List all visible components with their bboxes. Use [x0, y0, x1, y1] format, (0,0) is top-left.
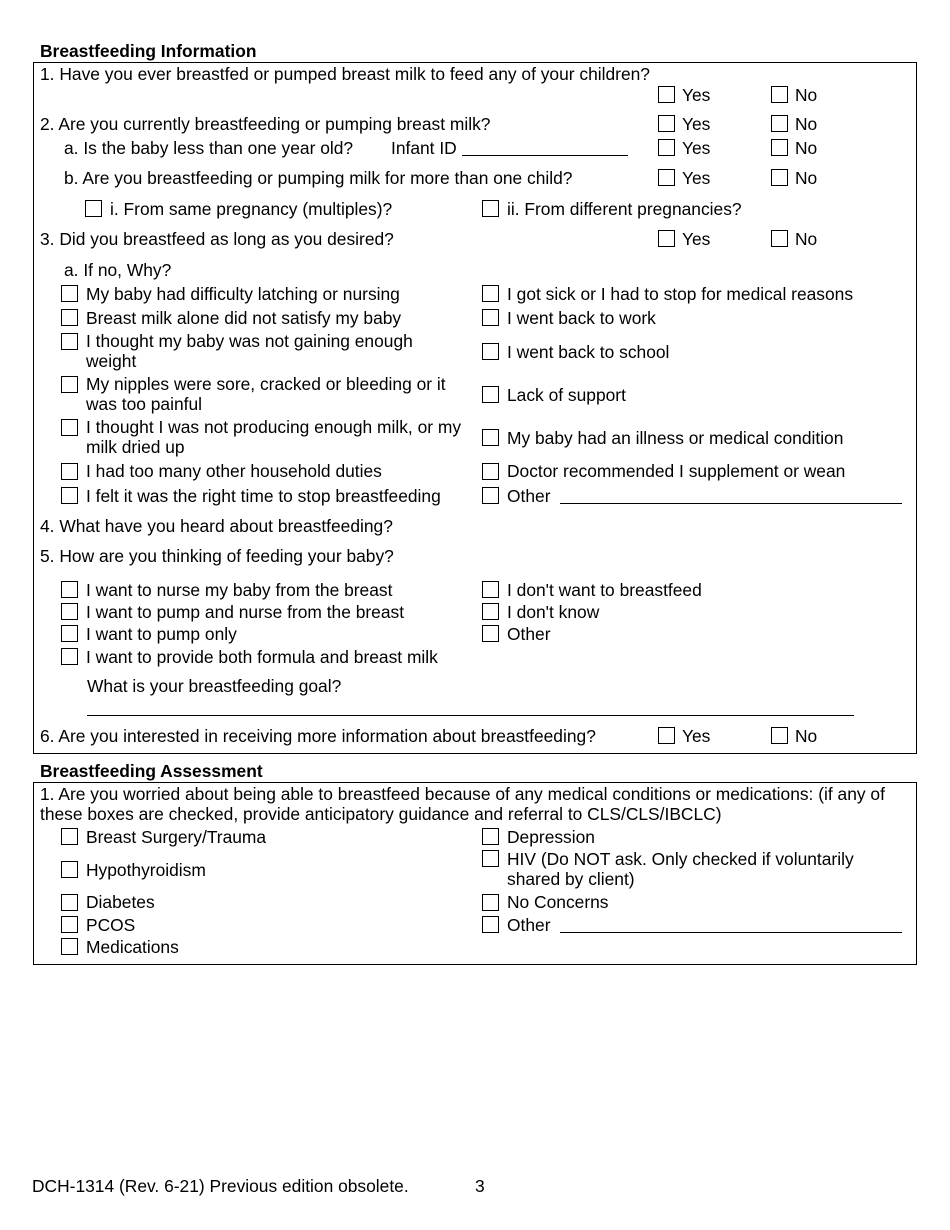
reason-not-gaining-label: I thought my baby was not gaining enough weight [86, 331, 413, 372]
page-number: 3 [475, 1176, 485, 1196]
reason-not-satisfy-label: Breast milk alone did not satisfy my baby [86, 308, 402, 328]
reason-back-to-school-checkbox[interactable] [482, 343, 499, 360]
reason-got-sick-label: I got sick or I had to stop for medical reasons [507, 284, 854, 304]
feed-nurse-breast-checkbox[interactable] [61, 581, 78, 598]
question-2-text: 2. Are you currently breastfeeding or pumping breast milk? [40, 114, 491, 134]
condition-medications-label: Medications [86, 937, 179, 957]
question-1-text: 1. Have you ever breastfed or pumped breast milk to feed any of your children? [40, 64, 650, 84]
condition-hypothyroidism-checkbox[interactable] [61, 861, 78, 878]
feed-dont-want-checkbox[interactable] [482, 581, 499, 598]
reason-household-duties-label: I had too many other household duties [86, 461, 382, 481]
question-5-text: 5. How are you thinking of feeding your baby? [40, 546, 394, 566]
feed-dont-want-label: I don't want to breastfeed [507, 580, 702, 600]
q3-yes-checkbox[interactable] [658, 230, 675, 247]
reason-lack-support-label: Lack of support [507, 385, 626, 405]
condition-breast-surgery-label: Breast Surgery/Trauma [86, 827, 267, 847]
same-pregnancy-label: i. From same pregnancy (multiples)? [110, 199, 393, 219]
section-title-breastfeeding-information: Breastfeeding Information [40, 41, 257, 61]
q3-no-label: No [795, 229, 818, 249]
q1-yes-checkbox[interactable] [658, 86, 675, 103]
reason-back-to-work-label: I went back to work [507, 308, 656, 328]
question-3a-text: a. If no, Why? [64, 260, 172, 280]
condition-diabetes-checkbox[interactable] [61, 894, 78, 911]
section-title-breastfeeding-assessment: Breastfeeding Assessment [40, 761, 263, 781]
question-4-text: 4. What have you heard about breastfeeding? [40, 516, 393, 536]
reason-doctor-recommended-checkbox[interactable] [482, 463, 499, 480]
q2b-yes-label: Yes [682, 168, 711, 188]
breastfeeding-goal-input[interactable] [87, 715, 854, 716]
reason-other-input[interactable] [560, 503, 902, 504]
feed-dont-know-checkbox[interactable] [482, 603, 499, 620]
condition-no-concerns-checkbox[interactable] [482, 894, 499, 911]
q6-yes-label: Yes [682, 726, 711, 746]
question-2a-text: a. Is the baby less than one year old? [64, 138, 354, 158]
feed-pump-and-nurse-checkbox[interactable] [61, 603, 78, 620]
reason-household-duties-checkbox[interactable] [61, 463, 78, 480]
q3-no-checkbox[interactable] [771, 230, 788, 247]
different-pregnancies-checkbox[interactable] [482, 200, 499, 217]
condition-hiv-label: HIV (Do NOT ask. Only checked if voluntarily shared by client) [507, 849, 854, 890]
condition-depression-checkbox[interactable] [482, 828, 499, 845]
reason-sore-nipples-checkbox[interactable] [61, 376, 78, 393]
reason-other-label: Other [507, 486, 551, 506]
assessment-question-1-text: 1. Are you worried about being able to breastfeed because of any medical conditions or medications: (if any of these boxes are checked, provide anticipatory guidance and referral to CLS/CLS/IBCLC) [40, 784, 885, 825]
condition-other-checkbox[interactable] [482, 916, 499, 933]
q1-yes-label: Yes [682, 85, 711, 105]
reason-not-gaining-checkbox[interactable] [61, 333, 78, 350]
same-pregnancy-checkbox[interactable] [85, 200, 102, 217]
q3-yes-label: Yes [682, 229, 711, 249]
question-6-text: 6. Are you interested in receiving more information about breastfeeding? [40, 726, 596, 746]
reason-right-time-checkbox[interactable] [61, 487, 78, 504]
q6-no-label: No [795, 726, 818, 746]
q2b-yes-checkbox[interactable] [658, 169, 675, 186]
condition-hypothyroidism-label: Hypothyroidism [86, 860, 206, 880]
question-3-text: 3. Did you breastfeed as long as you desired? [40, 229, 394, 249]
reason-latching-label: My baby had difficulty latching or nursing [86, 284, 400, 304]
reason-low-milk-checkbox[interactable] [61, 419, 78, 436]
reason-not-satisfy-checkbox[interactable] [61, 309, 78, 326]
q2a-yes-checkbox[interactable] [658, 139, 675, 156]
condition-diabetes-label: Diabetes [86, 892, 155, 912]
breastfeeding-goal-label: What is your breastfeeding goal? [87, 676, 342, 696]
q2-no-checkbox[interactable] [771, 115, 788, 132]
reason-baby-illness-checkbox[interactable] [482, 429, 499, 446]
condition-other-input[interactable] [560, 932, 902, 933]
reason-baby-illness-label: My baby had an illness or medical condition [507, 428, 844, 448]
q2a-no-label: No [795, 138, 818, 158]
reason-other-checkbox[interactable] [482, 487, 499, 504]
condition-other-label: Other [507, 915, 551, 935]
feed-formula-and-breast-label: I want to provide both formula and breast milk [86, 647, 438, 667]
reason-back-to-work-checkbox[interactable] [482, 309, 499, 326]
q2b-no-label: No [795, 168, 818, 188]
different-pregnancies-label: ii. From different pregnancies? [507, 199, 742, 219]
condition-breast-surgery-checkbox[interactable] [61, 828, 78, 845]
feed-pump-only-checkbox[interactable] [61, 625, 78, 642]
feed-other-label: Other [507, 624, 551, 644]
reason-lack-support-checkbox[interactable] [482, 386, 499, 403]
feed-formula-and-breast-checkbox[interactable] [61, 648, 78, 665]
reason-low-milk-label: I thought I was not producing enough milk, or my milk dried up [86, 417, 462, 458]
condition-depression-label: Depression [507, 827, 595, 847]
reason-sore-nipples-label: My nipples were sore, cracked or bleeding or it was too painful [86, 374, 446, 415]
q6-no-checkbox[interactable] [771, 727, 788, 744]
condition-medications-checkbox[interactable] [61, 938, 78, 955]
q2-yes-label: Yes [682, 114, 711, 134]
q2a-yes-label: Yes [682, 138, 711, 158]
q1-no-label: No [795, 85, 818, 105]
q6-yes-checkbox[interactable] [658, 727, 675, 744]
condition-pcos-label: PCOS [86, 915, 136, 935]
feed-pump-only-label: I want to pump only [86, 624, 237, 644]
q2a-no-checkbox[interactable] [771, 139, 788, 156]
feed-other-checkbox[interactable] [482, 625, 499, 642]
infant-id-label: Infant ID [391, 138, 457, 158]
reason-got-sick-checkbox[interactable] [482, 285, 499, 302]
condition-pcos-checkbox[interactable] [61, 916, 78, 933]
feed-pump-and-nurse-label: I want to pump and nurse from the breast [86, 602, 405, 622]
reason-latching-checkbox[interactable] [61, 285, 78, 302]
q2b-no-checkbox[interactable] [771, 169, 788, 186]
question-2b-text: b. Are you breastfeeding or pumping milk for more than one child? [64, 168, 573, 188]
reason-right-time-label: I felt it was the right time to stop breastfeeding [86, 486, 441, 506]
condition-hiv-checkbox[interactable] [482, 850, 499, 867]
q1-no-checkbox[interactable] [771, 86, 788, 103]
form-id-footer: DCH-1314 (Rev. 6-21) Previous edition obsolete. [32, 1176, 409, 1196]
q2-no-label: No [795, 114, 818, 134]
reason-back-to-school-label: I went back to school [507, 342, 670, 362]
feed-dont-know-label: I don't know [507, 602, 600, 622]
condition-no-concerns-label: No Concerns [507, 892, 609, 912]
infant-id-input[interactable] [462, 155, 628, 156]
q2-yes-checkbox[interactable] [658, 115, 675, 132]
reason-doctor-recommended-label: Doctor recommended I supplement or wean [507, 461, 846, 481]
feed-nurse-breast-label: I want to nurse my baby from the breast [86, 580, 393, 600]
